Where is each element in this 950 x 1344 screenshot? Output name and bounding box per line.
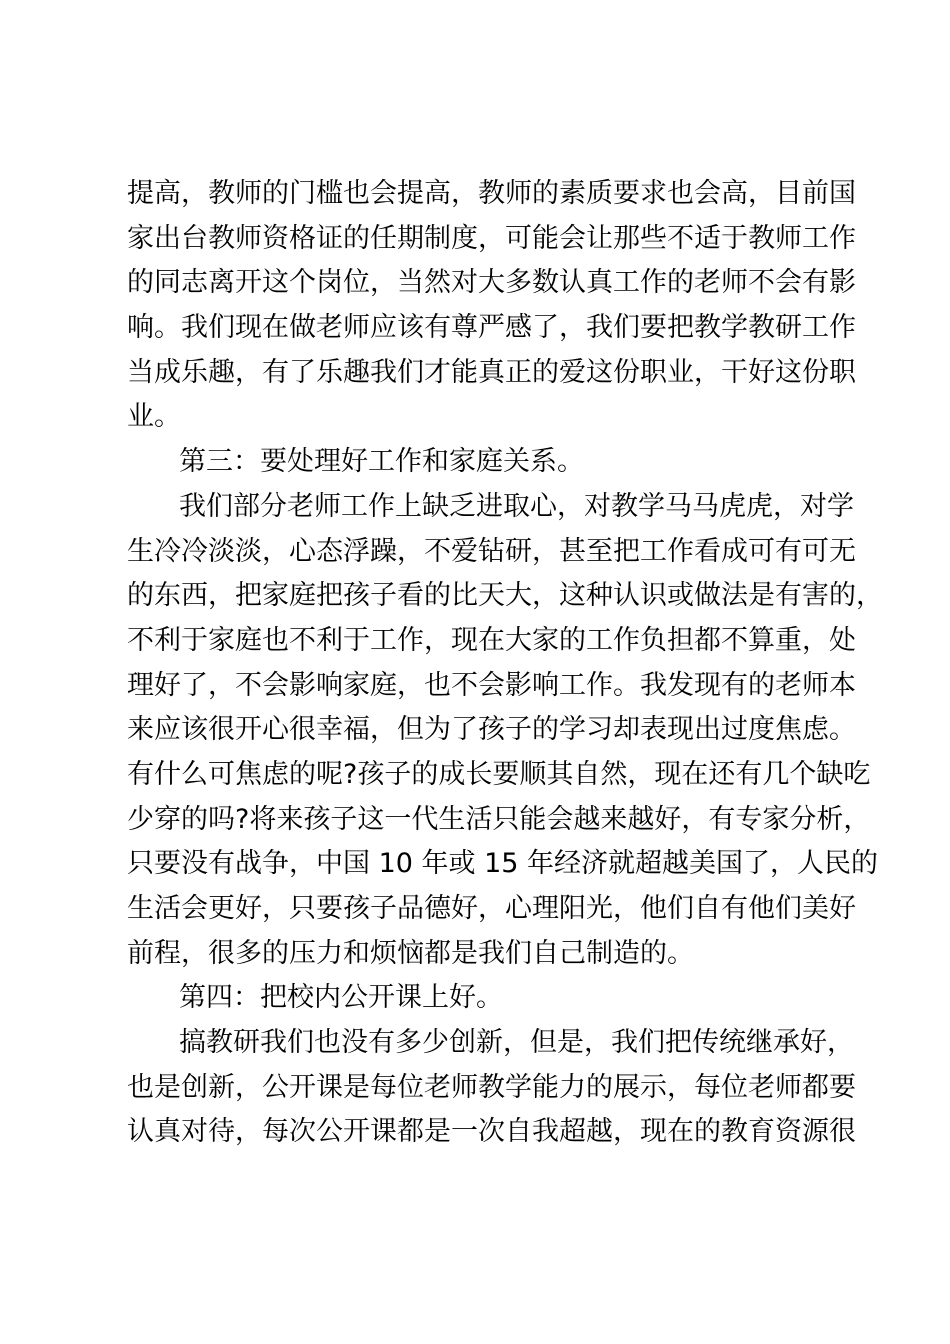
body-text <box>127 172 883 1155</box>
text-line: 搞教研我们也没有多少创新，但是，我们把传统继承好， <box>179 1027 854 1059</box>
text-line: 只要没有战争，中国 10 年或 15 年经济就超越美国了，人民的 <box>127 848 879 880</box>
text-line: 提高，教师的门槛也会提高，教师的素质要求也会高，目前国 <box>127 178 856 209</box>
text-line: 有什么可焦虑的呢?孩子的成长要顺其自然，现在还有几个缺吃 <box>127 758 871 790</box>
text-line: 来应该很开心很幸福，但为了孩子的学习却表现出过度焦虑。 <box>127 714 856 746</box>
text-line: 业。 <box>127 401 181 433</box>
text-line: 理好了，不会影响家庭，也不会影响工作。我发现有的老师本 <box>127 669 856 701</box>
text-line: 生冷冷淡淡，心态浮躁，不爱钻研，甚至把工作看成可有可无 <box>127 535 856 567</box>
text-line: 的同志离开这个岗位，当然对大多数认真工作的老师不会有影 <box>127 267 856 299</box>
text-line: 不利于家庭也不利于工作，现在大家的工作负担都不算重，处 <box>127 624 856 656</box>
section-heading-3: 第三：要处理好工作和家庭关系。 <box>179 446 584 478</box>
text-line: 认真对待，每次公开课都是一次自我超越，现在的教育资源很 <box>127 1116 856 1148</box>
text-line: 少穿的吗?将来孩子这一代生活只能会越来越好，有专家分析， <box>127 803 871 835</box>
text-line: 也是创新，公开课是每位老师教学能力的展示，每位老师都要 <box>127 1071 856 1103</box>
text-line: 前程，很多的压力和烦恼都是我们自己制造的。 <box>127 937 694 969</box>
text-line: 家出台教师资格证的任期制度，可能会让那些不适于教师工作 <box>127 222 856 254</box>
text-line: 我们部分老师工作上缺乏进取心，对教学马马虎虎，对学 <box>179 490 854 522</box>
text-line: 响。我们现在做老师应该有尊严感了，我们要把教学教研工作 <box>127 312 856 344</box>
text-line: 生活会更好，只要孩子品德好，心理阳光，他们自有他们美好 <box>127 893 856 924</box>
section-heading-4: 第四：把校内公开课上好。 <box>179 982 503 1014</box>
text-line: 当成乐趣，有了乐趣我们才能真正的爱这份职业，干好这份职 <box>127 356 856 388</box>
text-line: 的东西，把家庭把孩子看的比天大，这种认识或做法是有害的， <box>127 580 883 612</box>
